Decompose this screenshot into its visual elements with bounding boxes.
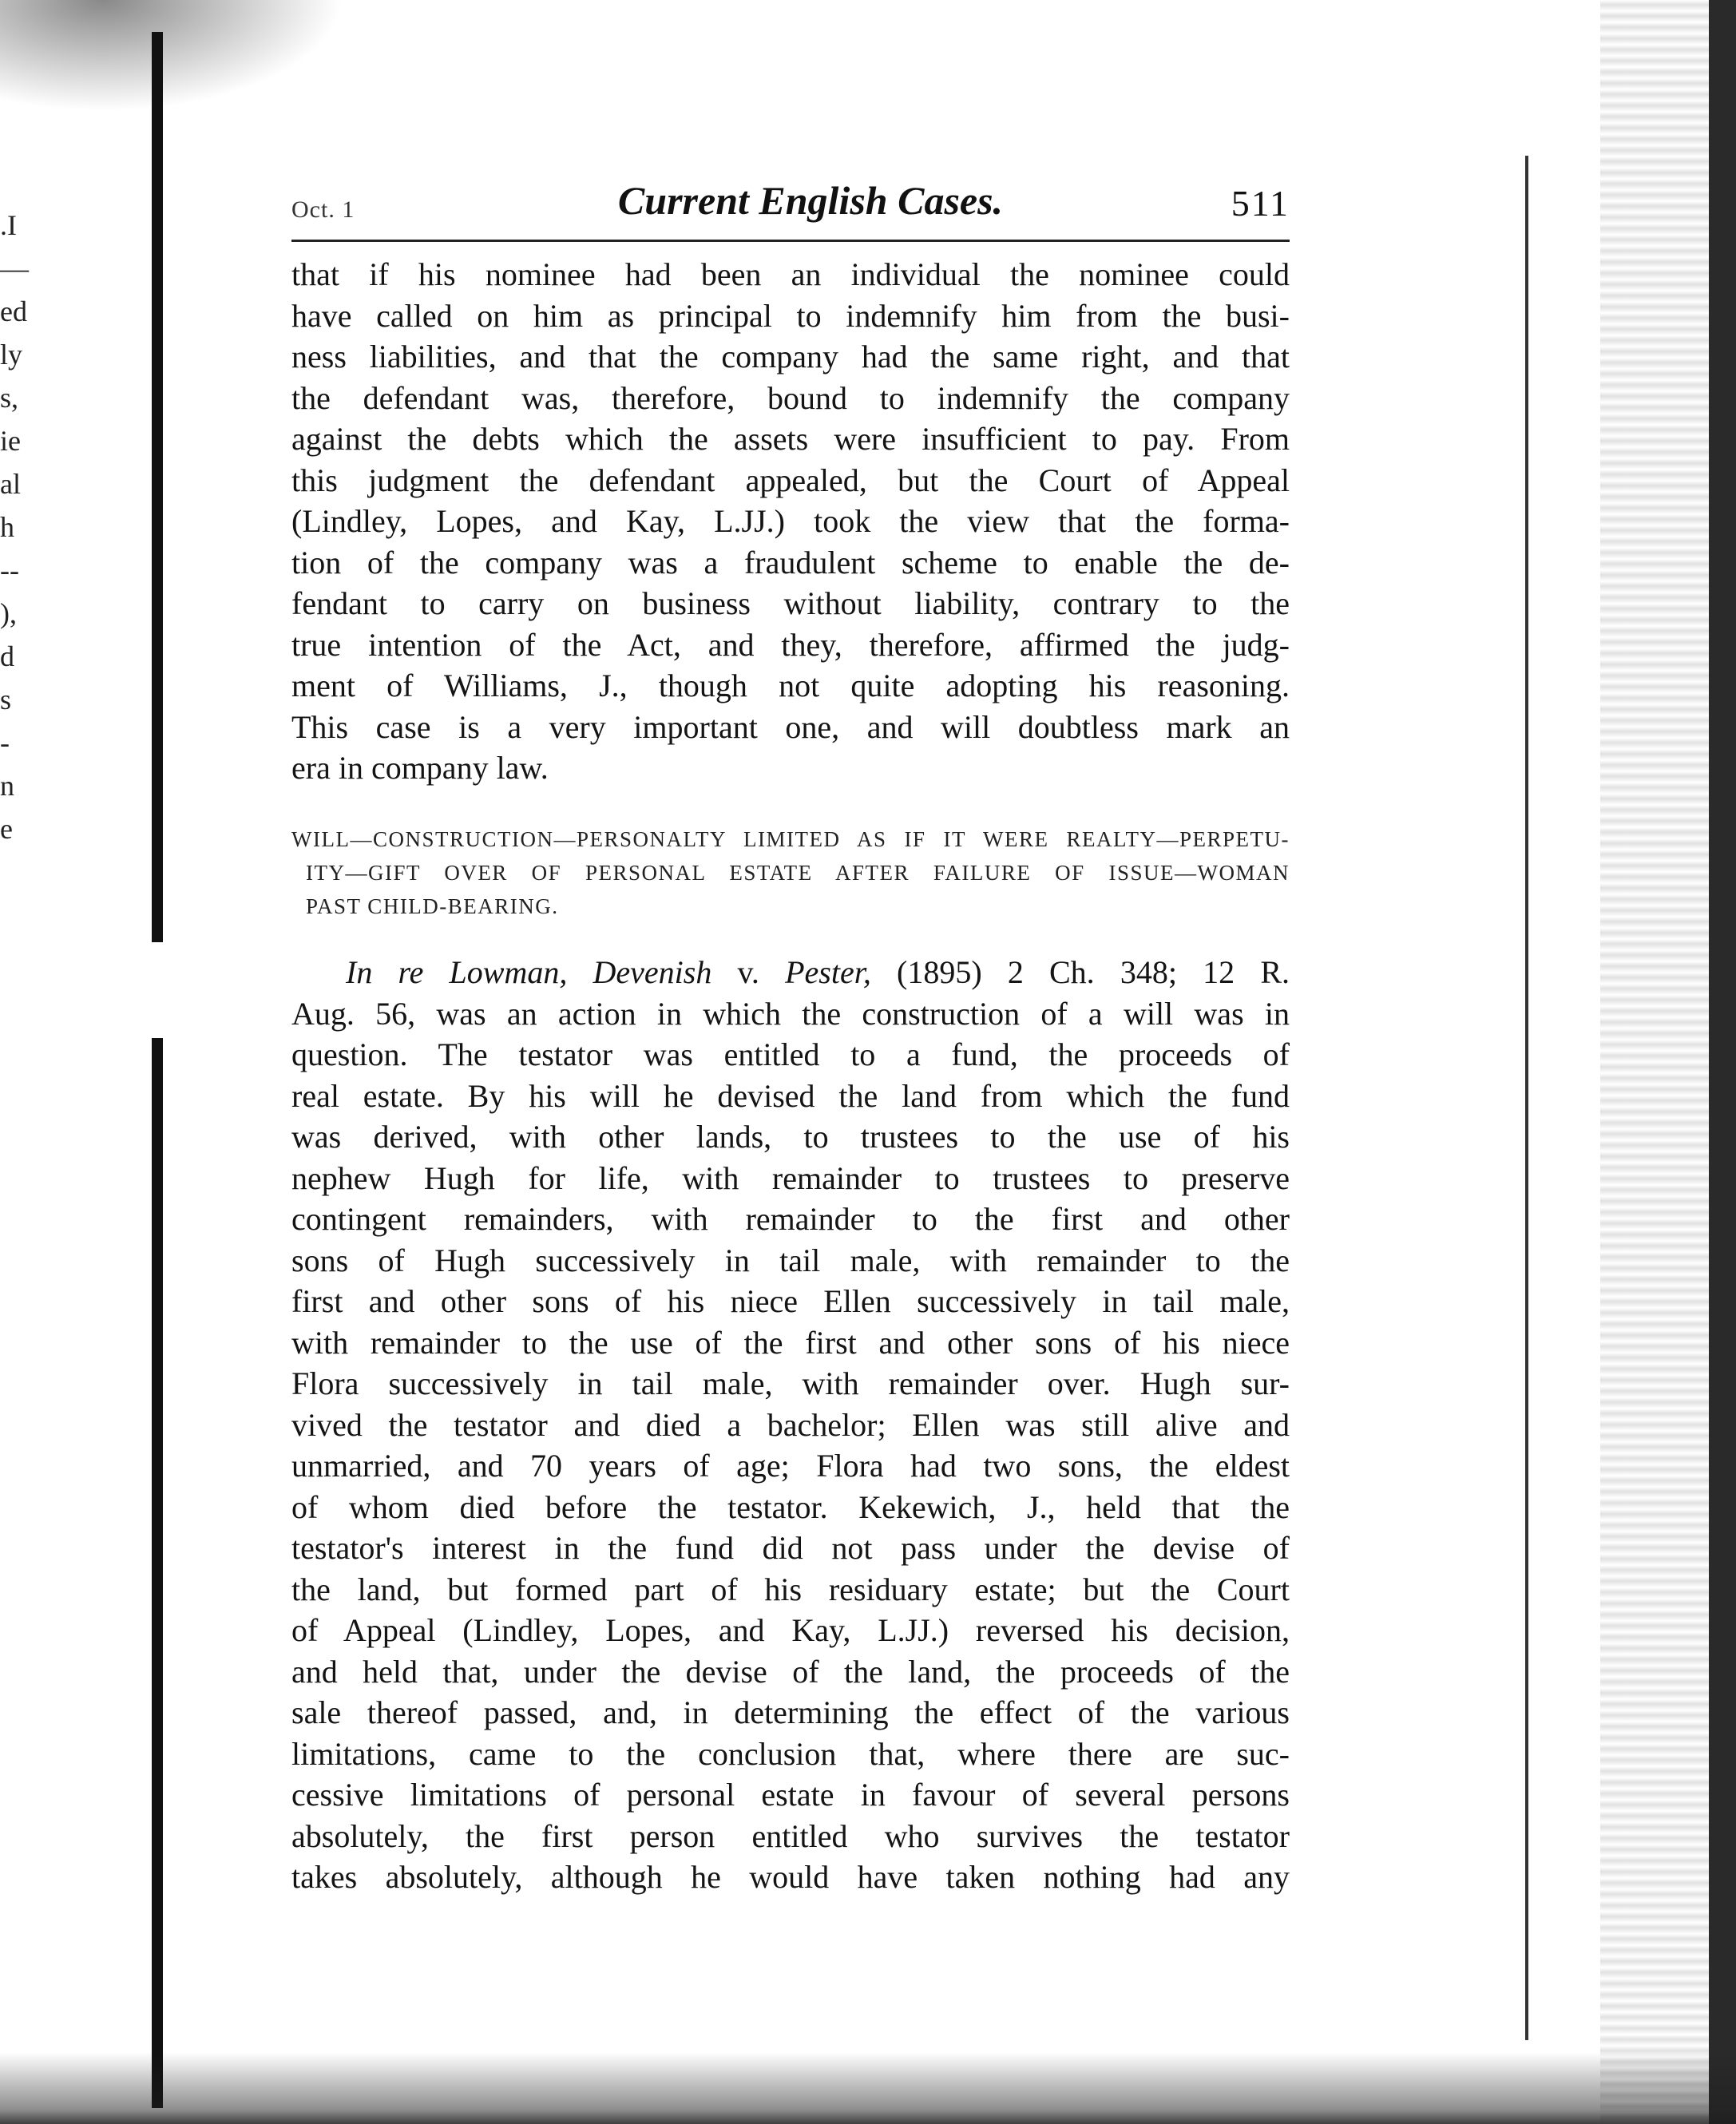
text-line: ment of Williams, J., though not quite adopting his reasoning. [291,668,1290,703]
scan-shadow-bottom [0,2052,1736,2124]
page-gutter-shadow [152,32,163,2108]
case-party: Pester, [785,954,871,990]
fragment: .I [0,209,17,241]
heading-line: WILL—CONSTRUCTION—PERSONALTY LIMITED AS IF IT WERE REALTY—PERPETU- [291,827,1290,851]
text-line: era in company law. [291,750,549,786]
text-line: that if his nominee had been an individual the nominee could [291,256,1290,292]
paragraph-1 [291,254,1290,789]
gutter-gap [147,942,166,1038]
heading-line: PAST CHILD-BEARING. [306,894,559,918]
text-line: (Lindley, Lopes, and Kay, L.JJ.) took the view that the forma- [291,503,1290,539]
fragment: e [0,813,13,845]
text-line: sons of Hugh successively in tail male, with remainder to the [291,1242,1290,1278]
right-margin-line [1525,156,1528,2040]
running-head-date: Oct. 1 [291,196,355,223]
scan-border-right [1709,0,1736,2124]
text-line: of Appeal (Lindley, Lopes, and Kay, L.JJ.) reversed his decision, [291,1612,1290,1648]
text-line: ness liabilities, and that the company had the same right, and that [291,339,1290,374]
fragment: ed [0,295,27,327]
case-citation-line [291,952,1290,993]
fragment: ie [0,425,21,457]
text-line: was derived, with other lands, to trustees to the use of his [291,1119,1290,1155]
running-head [291,177,1290,233]
scan-shadow-top [0,0,343,112]
text-line: the defendant was, therefore, bound to indemnify the company [291,379,1290,416]
fragment: s, [0,382,19,414]
text-line: Flora successively in tail male, with remainder over. Hugh sur- [291,1365,1290,1401]
fragment: d [0,640,14,672]
paragraph-2 [291,952,1290,1898]
fragment: -- [0,554,19,586]
text-line: with remainder to the use of the first and other sons of his niece [291,1324,1290,1361]
fragment: - [0,727,10,759]
text-line: and held that, under the devise of the land, the proceeds of the [291,1653,1290,1690]
case-name: In re Lowman, Devenish [346,954,712,990]
text-line: cessive limitations of personal estate in favour of several persons [291,1777,1290,1813]
text-line: Aug. 56, was an action in which the construction of a will was in [291,995,1290,1032]
text-line: testator's interest in the fund did not pass under the devise of [291,1530,1290,1566]
text-line: takes absolutely, although he would have taken nothing had any [291,1859,1290,1895]
text-line: of whom died before the testator. Kekewich, J., held that the [291,1488,1290,1525]
fragment: s [0,684,12,715]
fragment: ), [0,597,17,629]
text-line: nephew Hugh for life, with remainder to trustees to preserve [291,1159,1290,1196]
text-line: limitations, came to the conclusion that, where there are suc- [291,1735,1290,1772]
text-line: this judgment the defendant appealed, but the Court of Appeal [291,462,1290,498]
text-line: vived the testator and died a bachelor; Ellen was still alive and [291,1406,1290,1443]
text-line: This case is a very important one, and will doubtless mark an [291,708,1290,745]
text-line: against the debts which the assets were insufficient to pay. From [291,421,1290,457]
case-citation: (1895) 2 Ch. 348; 12 R. [870,954,1290,990]
text-line: real estate. By his will he devised the land from which the fund [291,1077,1290,1114]
fragment: n [0,770,14,802]
text-line: sale thereof passed, and, in determining the effect of the various [291,1694,1290,1730]
fragment: — [0,252,29,284]
facing-page-fragments [0,204,38,1306]
heading-line: ITY—GIFT OVER OF PERSONAL ESTATE AFTER FAILURE OF ISSUE—WOMAN [306,861,1290,885]
text-line: contingent remainders, with remainder to the first and other [291,1201,1290,1237]
section-heading [291,822,1290,923]
text-line: fendant to carry on business without liability, contrary to the [291,585,1290,621]
page-number: 511 [1231,183,1290,224]
fragment: al [0,468,21,500]
text-line: true intention of the Act, and they, therefore, affirmed the judg- [291,626,1290,663]
header-rule [291,240,1290,242]
fragment: ly [0,339,23,371]
text-line: absolutely, the first person entitled who survives the testator [291,1817,1290,1854]
text-line: question. The testator was entitled to a fund, the proceeds of [291,1036,1290,1072]
text-line: have called on him as principal to indemnify him from the busi- [291,297,1290,334]
case-versus: v. [711,954,786,990]
text-line: tion of the company was a fraudulent scheme to enable the de- [291,544,1290,581]
text-line: the land, but formed part of his residuary estate; but the Court [291,1571,1290,1607]
fragment: h [0,511,14,543]
text-line: first and other sons of his niece Ellen successively in tail male, [291,1283,1290,1319]
text-line: unmarried, and 70 years of age; Flora had two sons, the eldest [291,1448,1290,1484]
running-head-title: Current English Cases. [617,178,1004,223]
